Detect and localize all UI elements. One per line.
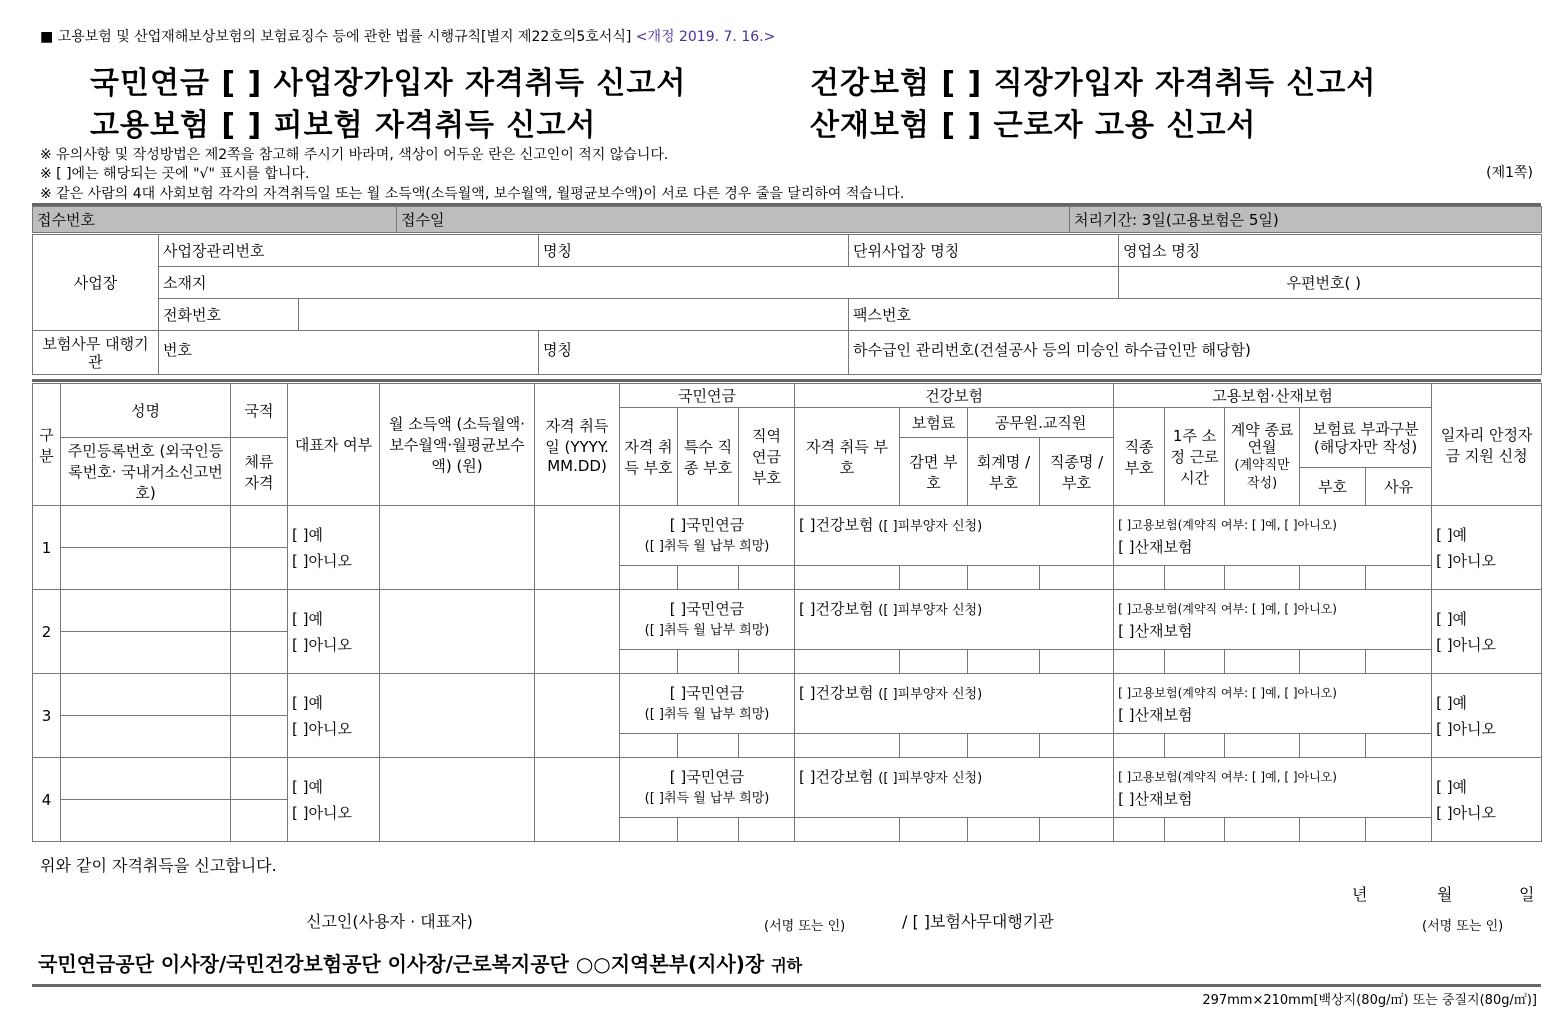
regulation-header	[40, 26, 775, 46]
bottom-divider	[32, 984, 1541, 987]
revision-text: <개정 2019. 7. 16.>	[635, 29, 776, 45]
code-cell[interactable]	[795, 734, 900, 758]
col-employ-reason: 사유	[1366, 468, 1432, 506]
industrial-checkbox[interactable]: [ ]산재보험	[1118, 705, 1193, 724]
agency-section-label: 보험사무 대행기관	[33, 331, 159, 375]
job-support-no[interactable]: [ ]아니오	[1436, 635, 1497, 654]
name-cell[interactable]	[61, 674, 231, 716]
code-cell[interactable]	[1165, 566, 1225, 590]
employ-check-cell[interactable]	[1114, 758, 1432, 818]
col-job-support: 일자리 안정자금 지원 신청	[1432, 384, 1542, 506]
name-cell[interactable]	[61, 506, 231, 548]
col-health-jobname: 직종명 /부호	[1040, 438, 1114, 506]
code-cell[interactable]	[968, 566, 1040, 590]
address-field[interactable]: 소재지	[159, 267, 1119, 299]
representative-no[interactable]: [ ]아니오	[292, 635, 352, 654]
code-cell[interactable]	[1040, 818, 1114, 842]
col-health-account: 회계명 /부호	[968, 438, 1040, 506]
dependent-checkbox[interactable]: ([ ]피부양자 신청)	[878, 771, 983, 786]
dependent-checkbox[interactable]: ([ ]피부양자 신청)	[878, 603, 983, 618]
code-cell[interactable]	[795, 818, 900, 842]
col-pension-special: 특수 직종 부호	[678, 408, 739, 506]
subcontract-field[interactable]: 하수급인 관리번호(건설공사 등의 미승인 하수급인만 해당함)	[849, 331, 1542, 375]
note-3: ※ 같은 사람의 4대 사회보험 각각의 자격취득일 또는 월 소득액(소득월액, 보수월액, 월평균보수액)이 서로 다른 경우 줄을 달리하여 적습니다.	[40, 186, 905, 202]
note-1: ※ 유의사항 및 작성방법은 제2쪽을 참고해 주시기 바라며, 색상이 어두운 란은 신고인이 적지 않습니다.	[40, 147, 669, 163]
health-check-cell[interactable]	[795, 590, 1114, 650]
health-check-cell[interactable]	[795, 506, 1114, 566]
col-monthly-income: 월 소득액 (소득월액·보수월액·월평균보수액) (원)	[380, 384, 535, 506]
agency-name-field[interactable]: 명칭	[539, 331, 849, 375]
code-cell[interactable]	[900, 734, 968, 758]
employ-check-cell[interactable]	[1114, 590, 1432, 650]
title-employment: 고용보험 [ ] 피보험 자격취득 신고서	[90, 108, 597, 143]
code-cell[interactable]	[620, 818, 678, 842]
code-cell[interactable]	[1225, 650, 1300, 674]
representative-yes[interactable]: [ ]예	[292, 693, 323, 712]
pension-checkbox[interactable]: [ ]국민연금	[669, 599, 745, 618]
receipt-number-label: 접수번호	[33, 207, 397, 233]
col-employ-job: 직종 부호	[1114, 408, 1165, 506]
health-checkbox[interactable]: [ ]건강보험	[799, 684, 874, 702]
col-employ-contract-note: (계약직만 작성)	[1234, 457, 1290, 491]
code-cell[interactable]	[739, 734, 795, 758]
code-cell[interactable]	[678, 566, 739, 590]
code-cell[interactable]	[678, 734, 739, 758]
agency-checkbox[interactable]: / [ ]보험사무대행기관	[902, 912, 1054, 931]
col-health-premium: 보험료	[900, 408, 968, 438]
representative-cell[interactable]	[288, 590, 380, 674]
employ-check-cell[interactable]	[1114, 674, 1432, 734]
date-cell[interactable]	[535, 758, 620, 842]
recipient-suffix: 귀하	[771, 956, 803, 975]
code-cell[interactable]	[1225, 566, 1300, 590]
name-cell[interactable]	[61, 758, 231, 800]
title-health: 건강보험 [ ] 직장가입자 자격취득 신고서	[810, 66, 1377, 101]
nationality-cell[interactable]	[231, 674, 288, 716]
workplace-table	[32, 234, 1542, 375]
representative-cell[interactable]	[288, 506, 380, 590]
pension-checkbox[interactable]: [ ]국민연금	[669, 683, 745, 702]
workplace-name-field[interactable]: 명칭	[539, 235, 849, 267]
income-cell[interactable]	[380, 758, 535, 842]
pension-checkbox[interactable]: [ ]국민연금	[669, 515, 745, 534]
code-cell[interactable]	[739, 650, 795, 674]
job-support-yes[interactable]: [ ]예	[1436, 525, 1468, 544]
job-support-cell[interactable]	[1432, 674, 1542, 758]
note-2: ※ [ ]에는 해당되는 곳에 "√" 표시를 합니다.	[40, 166, 310, 182]
code-cell[interactable]	[739, 566, 795, 590]
page-indicator: (제1쪽)	[1486, 165, 1533, 181]
col-employ-contract-label: 계약 종료 연월	[1230, 420, 1294, 456]
fax-field[interactable]: 팩스번호	[849, 299, 1542, 331]
col-employ-premium	[1300, 408, 1432, 468]
representative-no[interactable]: [ ]아니오	[292, 719, 352, 738]
col-seq: 구분	[33, 384, 61, 506]
representative-cell[interactable]	[288, 758, 380, 842]
receipt-table	[32, 206, 1542, 233]
industrial-checkbox[interactable]: [ ]산재보험	[1118, 789, 1193, 808]
job-support-yes[interactable]: [ ]예	[1436, 609, 1468, 628]
date-month-label: 월	[1437, 885, 1453, 904]
job-support-yes[interactable]: [ ]예	[1436, 693, 1468, 712]
code-cell[interactable]	[620, 734, 678, 758]
date-year-label: 년	[1352, 885, 1368, 904]
regulation-text: ■ 고용보험 및 산업재해보상보험의 보험료징수 등에 관한 법률 시행규칙[별지 제22호의5호서식]	[40, 29, 632, 45]
employment-checkbox[interactable]: [ ]고용보험(계약직 여부: [ ]예, [ ]아니오)	[1118, 601, 1337, 616]
pension-check-cell[interactable]	[620, 674, 795, 734]
col-employment: 고용보험·산재보험	[1114, 384, 1432, 408]
unit-name-field[interactable]: 단위사업장 명칭	[849, 235, 1119, 267]
code-cell[interactable]	[1366, 734, 1432, 758]
code-cell[interactable]	[1040, 566, 1114, 590]
code-cell[interactable]	[1040, 734, 1114, 758]
pension-pay-checkbox[interactable]: ([ ]취득 월 납부 희망)	[644, 622, 770, 638]
code-cell[interactable]	[1165, 734, 1225, 758]
col-employ-code: 부호	[1300, 468, 1366, 506]
col-health: 건강보험	[795, 384, 1114, 408]
recipient-text: 국민연금공단 이사장/국민건강보험공단 이사장/근로복지공단 ○○지역본부(지사)장	[38, 952, 765, 976]
col-health-acq: 자격 취득 부호	[795, 408, 900, 506]
col-employ-premium-note: (해당자만 작성)	[1313, 437, 1418, 456]
job-support-cell[interactable]	[1432, 758, 1542, 842]
job-support-no[interactable]: [ ]아니오	[1436, 803, 1497, 822]
representative-no[interactable]: [ ]아니오	[292, 551, 352, 570]
postal-field[interactable]: 우편번호( )	[1119, 267, 1542, 299]
income-cell[interactable]	[380, 674, 535, 758]
phone-field[interactable]	[299, 299, 849, 331]
resident-no-cell[interactable]	[61, 800, 231, 842]
col-pension-acq: 자격 취득 부호	[620, 408, 678, 506]
code-cell[interactable]	[678, 650, 739, 674]
date-day-label: 일	[1519, 885, 1535, 904]
residence-status-cell[interactable]	[231, 716, 288, 758]
code-cell[interactable]	[1114, 818, 1165, 842]
representative-yes[interactable]: [ ]예	[292, 525, 323, 544]
reporter-label: 신고인(사용자 · 대표자)	[306, 912, 473, 931]
code-cell[interactable]	[1225, 734, 1300, 758]
mid-divider	[32, 379, 1541, 382]
processing-period: 처리기간: 3일(고용보험은 5일)	[1070, 207, 1542, 233]
nationality-cell[interactable]	[231, 758, 288, 800]
recipient	[38, 948, 802, 977]
row-number: 3	[33, 674, 61, 758]
dependent-checkbox[interactable]: ([ ]피부양자 신청)	[878, 519, 983, 534]
col-resident-no: 주민등록번호 (외국인등록번호· 국내거소신고번호)	[61, 438, 231, 506]
job-support-yes[interactable]: [ ]예	[1436, 777, 1468, 796]
code-cell[interactable]	[795, 650, 900, 674]
code-cell[interactable]	[1366, 566, 1432, 590]
job-support-cell[interactable]	[1432, 506, 1542, 590]
code-cell[interactable]	[1040, 650, 1114, 674]
code-cell[interactable]	[1300, 818, 1366, 842]
col-pension-job: 직역 연금 부호	[739, 408, 795, 506]
office-name-field[interactable]: 영업소 명칭	[1119, 235, 1542, 267]
code-cell[interactable]	[900, 566, 968, 590]
code-cell[interactable]	[1366, 818, 1432, 842]
pension-check-cell[interactable]	[620, 758, 795, 818]
declaration-text: 위와 같이 자격취득을 신고합니다.	[40, 856, 277, 875]
code-cell[interactable]	[1300, 734, 1366, 758]
code-cell[interactable]	[678, 818, 739, 842]
col-health-reduce: 감면 부호	[900, 438, 968, 506]
job-support-no[interactable]: [ ]아니오	[1436, 719, 1497, 738]
code-cell[interactable]	[900, 818, 968, 842]
code-cell[interactable]	[1114, 734, 1165, 758]
industrial-checkbox[interactable]: [ ]산재보험	[1118, 621, 1193, 640]
col-pension: 국민연금	[620, 384, 795, 408]
signature-1[interactable]: (서명 또는 인)	[764, 919, 846, 934]
row-number: 2	[33, 590, 61, 674]
col-health-civil: 공무원.교직원	[968, 408, 1114, 438]
pension-check-cell[interactable]	[620, 506, 795, 566]
employ-check-cell[interactable]	[1114, 506, 1432, 566]
health-checkbox[interactable]: [ ]건강보험	[799, 600, 874, 618]
row-number: 1	[33, 506, 61, 590]
resident-no-cell[interactable]	[61, 716, 231, 758]
representative-cell[interactable]	[288, 674, 380, 758]
signature-2[interactable]: (서명 또는 인)	[1422, 919, 1504, 934]
col-residence-status: 체류 자격	[231, 438, 288, 506]
resident-no-cell[interactable]	[61, 632, 231, 674]
agency-number-field[interactable]: 번호	[159, 331, 539, 375]
job-support-cell[interactable]	[1432, 590, 1542, 674]
representative-yes[interactable]: [ ]예	[292, 609, 323, 628]
employment-checkbox[interactable]: [ ]고용보험(계약직 여부: [ ]예, [ ]아니오)	[1118, 769, 1337, 784]
income-cell[interactable]	[380, 590, 535, 674]
date-cell[interactable]	[535, 506, 620, 590]
code-cell[interactable]	[968, 818, 1040, 842]
col-representative: 대표자 여부	[288, 384, 380, 506]
col-employ-hours: 1주 소정 근로 시간	[1165, 408, 1225, 506]
nationality-cell[interactable]	[231, 590, 288, 632]
residence-status-cell[interactable]	[231, 548, 288, 590]
insured-table	[32, 383, 1542, 842]
resident-no-cell[interactable]	[61, 548, 231, 590]
paper-spec: 297mm×210mm[백상지(80g/㎡) 또는 중질지(80g/㎡)]	[1202, 993, 1537, 1008]
phone-label: 전화번호	[159, 299, 299, 331]
mgmt-no-field[interactable]: 사업장관리번호	[159, 235, 539, 267]
pension-checkbox[interactable]: [ ]국민연금	[669, 767, 745, 786]
code-cell[interactable]	[1114, 650, 1165, 674]
title-pension: 국민연금 [ ] 사업장가입자 자격취득 신고서	[90, 66, 687, 101]
pension-pay-checkbox[interactable]: ([ ]취득 월 납부 희망)	[644, 706, 770, 722]
code-cell[interactable]	[739, 818, 795, 842]
representative-yes[interactable]: [ ]예	[292, 777, 323, 796]
code-cell[interactable]	[968, 734, 1040, 758]
code-cell[interactable]	[620, 566, 678, 590]
code-cell[interactable]	[1300, 566, 1366, 590]
code-cell[interactable]	[1366, 650, 1432, 674]
industrial-checkbox[interactable]: [ ]산재보험	[1118, 537, 1193, 556]
col-name: 성명	[61, 384, 231, 438]
health-check-cell[interactable]	[795, 758, 1114, 818]
job-support-no[interactable]: [ ]아니오	[1436, 551, 1497, 570]
pension-pay-checkbox[interactable]: ([ ]취득 월 납부 희망)	[644, 538, 770, 554]
code-cell[interactable]	[1114, 566, 1165, 590]
code-cell[interactable]	[795, 566, 900, 590]
code-cell[interactable]	[1165, 650, 1225, 674]
receipt-date-label: 접수일	[397, 207, 1070, 233]
employment-checkbox[interactable]: [ ]고용보험(계약직 여부: [ ]예, [ ]아니오)	[1118, 517, 1337, 532]
dependent-checkbox[interactable]: ([ ]피부양자 신청)	[878, 687, 983, 702]
date-cell[interactable]	[535, 590, 620, 674]
col-nationality: 국적	[231, 384, 288, 438]
health-check-cell[interactable]	[795, 674, 1114, 734]
col-acquisition-date: 자격 취득일 (YYYY. MM.DD)	[535, 384, 620, 506]
health-checkbox[interactable]: [ ]건강보험	[799, 516, 874, 534]
row-number: 4	[33, 758, 61, 842]
health-checkbox[interactable]: [ ]건강보험	[799, 768, 874, 786]
col-employ-contract	[1225, 408, 1300, 506]
col-employ-premium-label: 보험료 부과구분	[1312, 419, 1419, 438]
code-cell[interactable]	[1300, 650, 1366, 674]
nationality-cell[interactable]	[231, 506, 288, 548]
residence-status-cell[interactable]	[231, 800, 288, 842]
pension-check-cell[interactable]	[620, 590, 795, 650]
code-cell[interactable]	[620, 650, 678, 674]
date-cell[interactable]	[535, 674, 620, 758]
code-cell[interactable]	[1165, 818, 1225, 842]
name-cell[interactable]	[61, 590, 231, 632]
employment-checkbox[interactable]: [ ]고용보험(계약직 여부: [ ]예, [ ]아니오)	[1118, 685, 1337, 700]
code-cell[interactable]	[900, 650, 968, 674]
representative-no[interactable]: [ ]아니오	[292, 803, 352, 822]
pension-pay-checkbox[interactable]: ([ ]취득 월 납부 희망)	[644, 790, 770, 806]
workplace-section-label: 사업장	[33, 235, 159, 331]
code-cell[interactable]	[1225, 818, 1300, 842]
code-cell[interactable]	[968, 650, 1040, 674]
income-cell[interactable]	[380, 506, 535, 590]
residence-status-cell[interactable]	[231, 632, 288, 674]
title-industrial: 산재보험 [ ] 근로자 고용 신고서	[810, 108, 1257, 143]
